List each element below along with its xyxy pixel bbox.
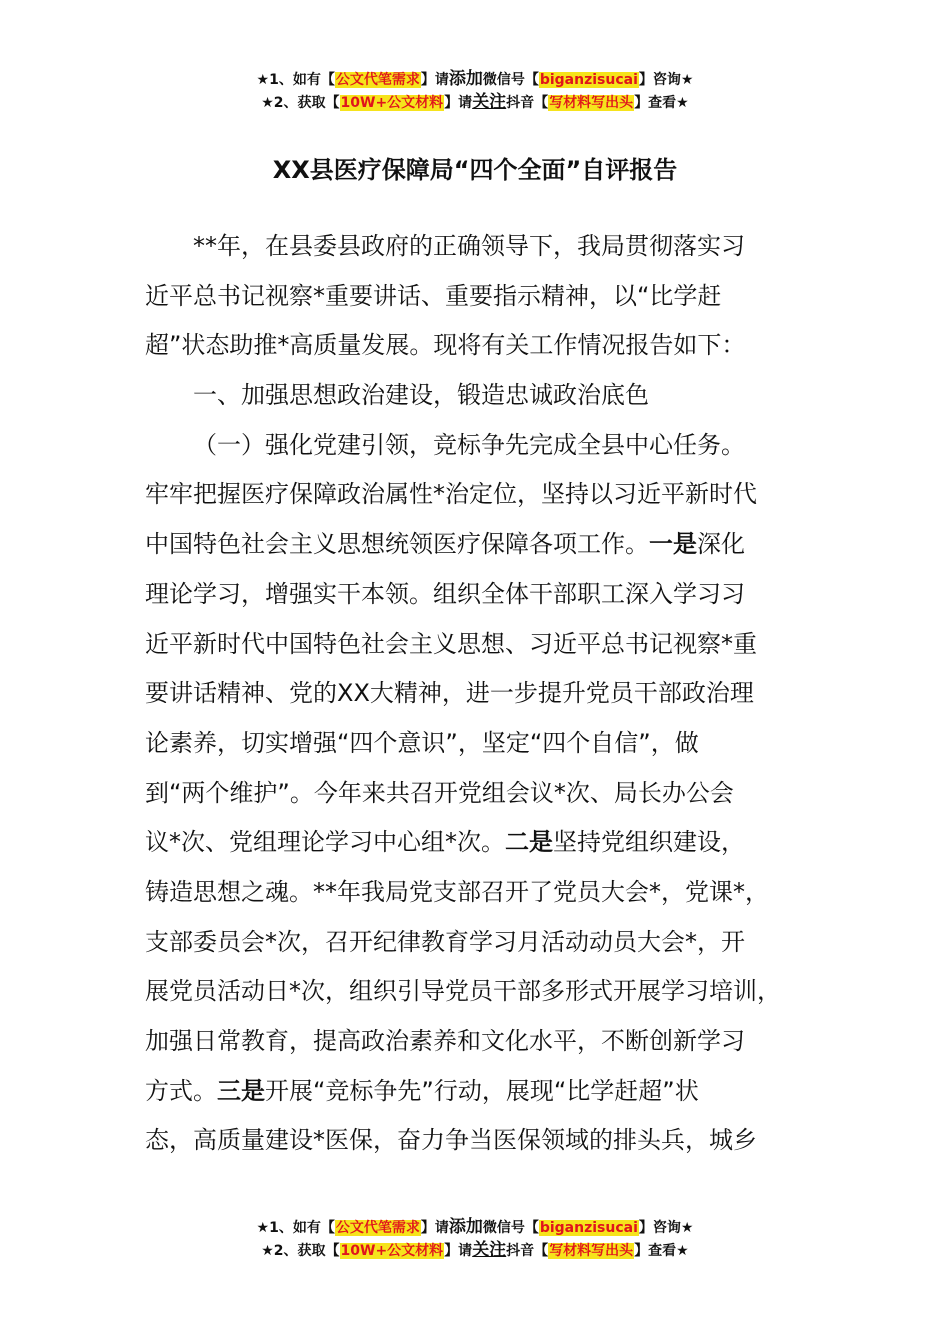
banner-emphasis: 添加: [448, 1217, 483, 1237]
section-heading: 一、加强思想政治建设，锻造忠诚政治底色: [193, 381, 649, 410]
banner-highlight: 10W+公文材料: [340, 95, 444, 111]
banner-highlight: 公文代笔需求: [335, 1220, 420, 1236]
banner-highlight: biganzisucai: [539, 1220, 638, 1236]
banner-text: ★2、获取【: [261, 1243, 340, 1259]
body-line: 展党员活动日*次，组织引导党员干部多形式开展学习培训，: [145, 977, 781, 1006]
banner-text: 】请: [444, 1243, 473, 1259]
banner-text: 抖音【: [506, 95, 549, 111]
banner-text: 】请: [420, 1220, 449, 1236]
banner-text: 微信号【: [482, 1220, 539, 1236]
banner-text: ★1、如有【: [256, 1220, 335, 1236]
body-line: 加强日常教育，提高政治素养和文化水平，不断创新学习: [145, 1027, 745, 1055]
body-text: 中国特色社会主义思想统领医疗保障各项工作。: [145, 530, 649, 559]
body-line: 近平新时代中国特色社会主义思想、习近平总书记视察*重: [145, 629, 757, 658]
bold-marker: 二是: [505, 828, 553, 857]
banner-text: ★1、如有【: [256, 72, 335, 88]
body-text: 方式。: [145, 1076, 217, 1105]
body-line: **年，在县委县政府的正确领导下，我局贯彻落实习: [193, 232, 745, 260]
banner-text: 】咨询★: [638, 1220, 694, 1236]
body-line: 铸造思想之魂。**年我局党支部召开了党员大会*，党课*，: [145, 877, 769, 906]
top-banner: [0, 68, 950, 114]
body-text: 坚持党组织建设，: [553, 828, 745, 857]
body-text: 开展“竞标争先”行动，展现“比学赶超”状: [265, 1076, 699, 1105]
body-line: [145, 818, 815, 868]
banner-highlight: 公文代笔需求: [335, 72, 420, 88]
body-line: 论素养，切实增强“四个意识”，坚定“四个自信”，做: [145, 728, 699, 757]
banner-emphasis: 关注: [472, 1240, 507, 1260]
document-body: [145, 222, 815, 1166]
body-line: 态，高质量建设*医保，奋力争当医保领域的排头兵，城乡: [145, 1126, 757, 1155]
banner-text: 抖音【: [506, 1243, 549, 1259]
banner-text: ★2、获取【: [261, 95, 340, 111]
banner-text: 】查看★: [634, 1243, 689, 1259]
body-line: 近平总书记视察*重要讲话、重要指示精神，以“比学赶: [145, 281, 722, 310]
banner-highlight: 写材料写出头: [549, 1243, 634, 1259]
banner-text: 】咨询★: [638, 72, 694, 88]
banner-text: 】查看★: [634, 95, 689, 111]
body-line: 到“两个维护”。今年来共召开党组会议*次、局长办公会: [145, 778, 734, 807]
bottom-banner: [0, 1216, 950, 1262]
banner-text: 】请: [420, 72, 449, 88]
banner-text: 】请: [444, 95, 473, 111]
body-text: 议*次、党组理论学习中心组*次。: [145, 828, 505, 857]
body-line: 支部委员会*次，召开纪律教育学习月活动动员大会*，开: [145, 927, 745, 956]
body-text: 深化: [697, 530, 745, 559]
banner-highlight: 写材料写出头: [549, 95, 634, 111]
bold-marker: 一是: [649, 530, 697, 559]
banner-emphasis: 关注: [472, 92, 507, 112]
banner-text: 微信号【: [482, 72, 539, 88]
banner-line-2: [0, 1239, 950, 1262]
banner-line-2: [0, 91, 950, 114]
body-line: 理论学习，增强实干本领。组织全体干部职工深入学习习: [145, 579, 745, 608]
banner-highlight: biganzisucai: [539, 72, 638, 88]
banner-line-1: [0, 68, 950, 91]
body-line: [145, 1067, 815, 1117]
document-title: XX县医疗保障局“四个全面”自评报告: [272, 156, 678, 184]
subsection-heading: （一）强化党建引领，竞标争先完成全县中心任务。: [193, 430, 745, 459]
banner-line-1: [0, 1216, 950, 1239]
bold-marker: 三是: [217, 1076, 265, 1105]
banner-highlight: 10W+公文材料: [340, 1243, 444, 1259]
banner-emphasis: 添加: [448, 69, 483, 89]
body-line: 要讲话精神、党的XX大精神，进一步提升党员干部政治理: [145, 679, 754, 708]
body-line: 牢牢把握医疗保障政治属性*治定位，坚持以习近平新时代: [145, 480, 757, 509]
body-line: [145, 520, 815, 570]
body-line: 超”状态助推*高质量发展。现将有关工作情况报告如下：: [145, 331, 746, 360]
